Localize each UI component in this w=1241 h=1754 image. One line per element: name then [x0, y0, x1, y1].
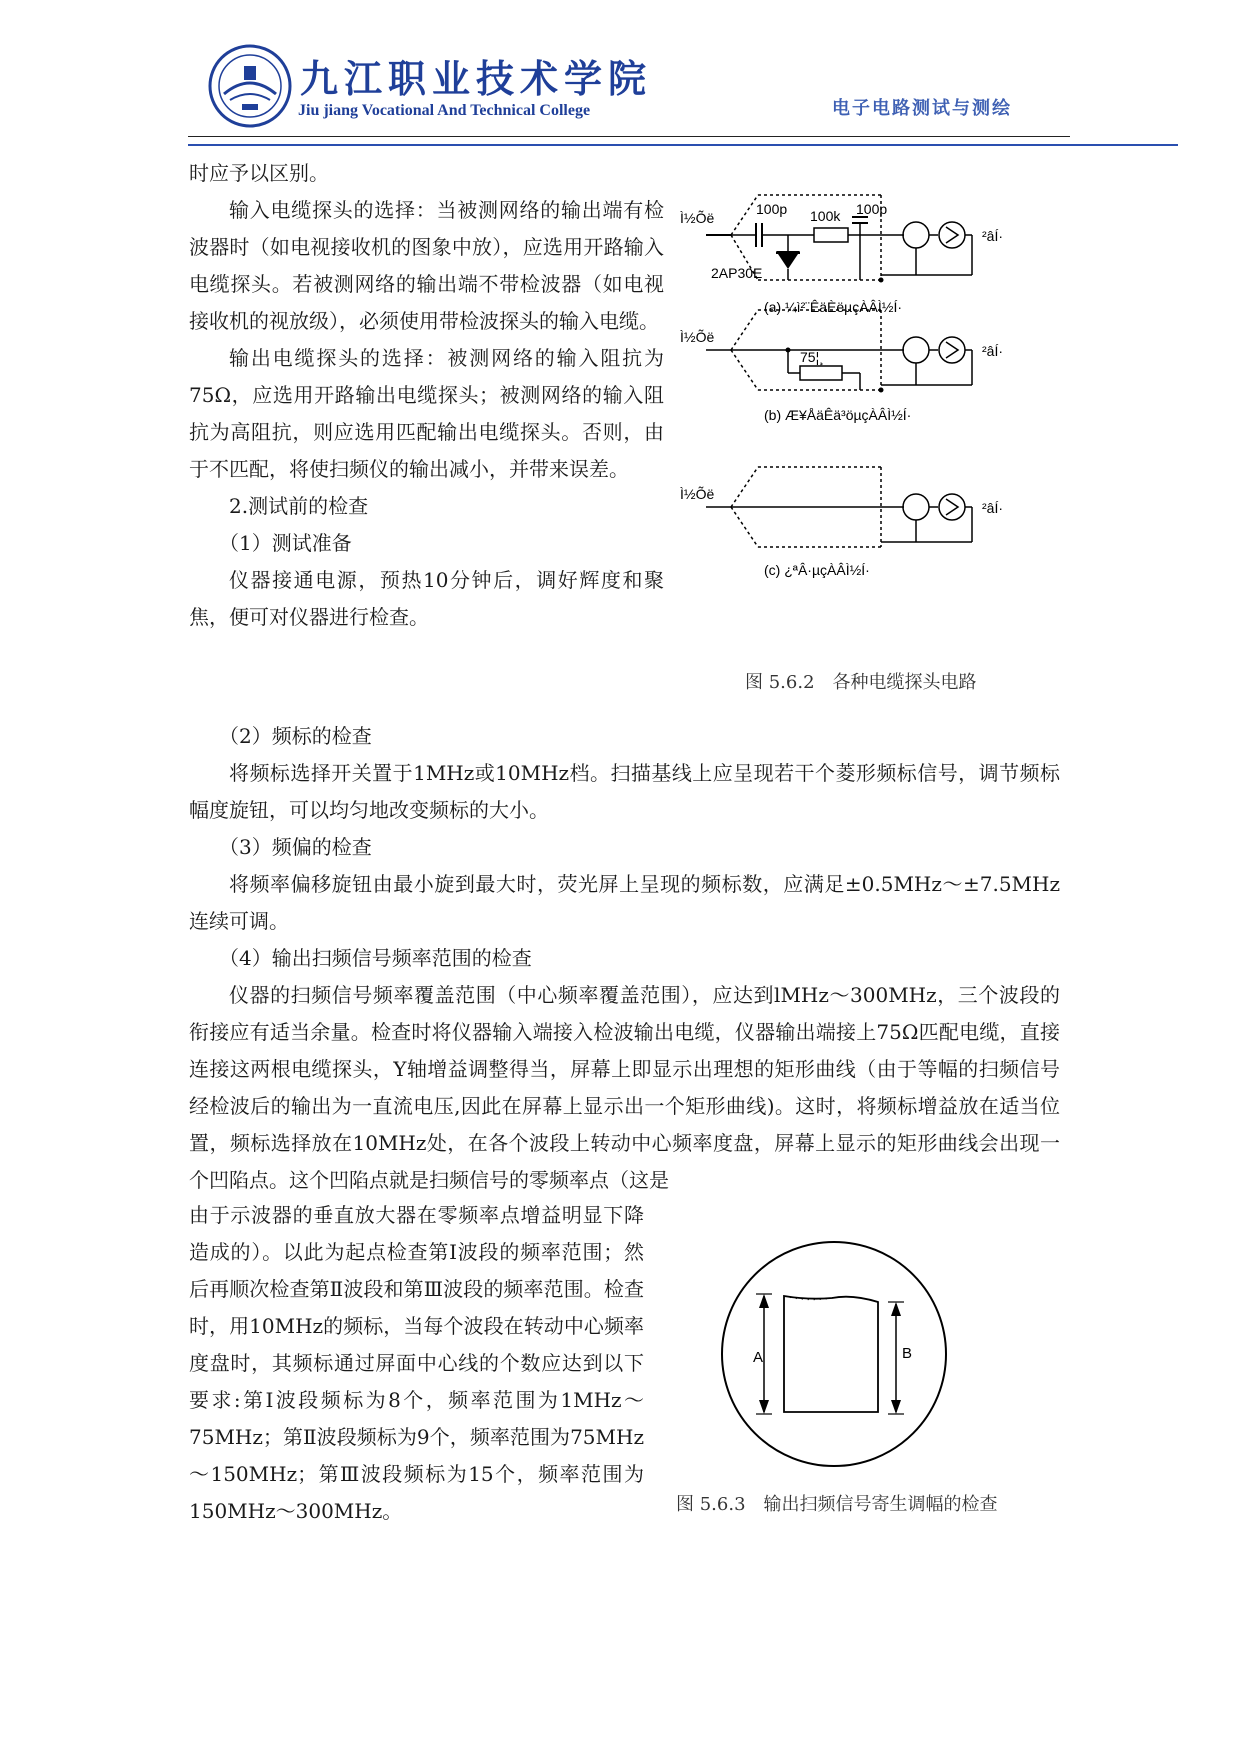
diode-label: 2AP30E [711, 265, 763, 281]
paragraph: 由于示波器的垂直放大器在零频率点增益明显下降造成的）。以此为起点检查第Ⅰ波段的频率范围；然后再顺次检查第Ⅱ波段和第Ⅲ波段的频率范围。检查时，用10MHz的频标，当每个波段在转动中心频率度盘时，其频标通过屏面中心线的个数应达到以下要求:第Ⅰ波段频标为8个，频率范围为1MHz～75MHz；第Ⅱ波段频标为9个，频率范围为75MHz～150MHz；第Ⅲ波段频标为15个，频率范围为150MHz～300MHz。 [189, 1203, 644, 1523]
college-name-cn: 九江职业技术学院 [300, 57, 653, 101]
circuit-b [680, 310, 1003, 423]
page-header [0, 0, 1241, 150]
paragraph: 输出电缆探头的选择：被测网络的输入阻抗为75Ω，应选用开路输出电缆探头；被测网络的输入阻抗为高阻抗，则应选用匹配输出电缆探头。否则，由于不匹配，将使扫频仪的输出减小，并带来误差。 [189, 346, 664, 481]
probe-label: Ì½Õë [680, 329, 715, 345]
circuit-caption: (a) ¼ì²¨ÊäÈëµçÀÂÌ½Í· [764, 299, 902, 315]
paragraph: 将频率偏移旋钮由最小旋到最大时，荧光屏上呈现的频标数，应满足±0.5MHz～±7.5MHz连续可调。 [189, 872, 1060, 933]
paragraph: 时应予以区别。 [189, 161, 329, 185]
circuit-caption: (b) Æ¥ÅäÊä³öµçÀÂÌ½Í· [764, 407, 912, 423]
course-title: 电子电路测试与测绘 [832, 98, 1012, 119]
bottom-left-text [189, 1197, 644, 1530]
paragraph: 将频标选择开关置于1MHz或10MHz档。扫描基线上应呈现若干个菱形频标信号，调节频标幅度旋钮，可以均匀地改变频标的大小。 [189, 761, 1060, 822]
college-logo-icon [208, 44, 292, 128]
detector-label: ²âÍ· [982, 343, 1003, 359]
probe-label: Ì½Õë [680, 486, 715, 502]
full-width-text [189, 718, 1060, 1199]
label-a: A [753, 1349, 764, 1366]
label-b: B [902, 1345, 913, 1362]
subsection-heading: （3）频偏的检查 [219, 835, 372, 859]
circuit-caption: (c) ¿ªÂ·µçÀÂÌ½Í· [764, 562, 870, 578]
resistor-label: 75¦¸ [800, 349, 824, 365]
detector-label: ²âÍ· [982, 228, 1003, 244]
paragraph: 仪器的扫频信号频率覆盖范围（中心频率覆盖范围），应达到lMHz～300MHz，三个波段的衔接应有适当余量。检查时将仪器输入端接入检波输出电缆，仪器输出端接上75Ω匹配电缆，直接连接这两根电缆探头，Y轴增益调整得当，屏幕上即显示出理想的矩形曲线（由于等幅的扫频信号经检波后的输出为一直流电压,因此在屏幕上显示出一个矩形曲线)。这时，将频标增益放在适当位置，频标选择放在10MHz处，在各个波段上转动中心频率度盘，屏幕上显示的矩形曲线会出现一个凹陷点。这个凹陷点就是扫频信号的零频率点（这是 [189, 983, 1060, 1192]
figure-5-6-3 [712, 1236, 962, 1476]
circuit-c [680, 467, 1003, 578]
figure-caption: 图 5.6.3 输出扫频信号寄生调幅的检查 [676, 1494, 998, 1515]
circuit-a [680, 195, 1003, 315]
header-rule-blue [188, 144, 1178, 146]
section-heading: 2.测试前的检查 [229, 494, 369, 518]
college-name-en: Jiu jiang Vocational And Technical College [298, 102, 591, 119]
paragraph: 仪器接通电源，预热10分钟后，调好辉度和聚焦，便可对仪器进行检查。 [189, 568, 664, 629]
capacitor-label: 100p [756, 201, 788, 217]
detector-label: ²âÍ· [982, 500, 1003, 516]
subsection-heading: （2）频标的检查 [219, 724, 372, 748]
paragraph: 输入电缆探头的选择：当被测网络的输出端有检波器时（如电视接收机的图象中放），应选用开路输入电缆探头。若被测网络的输出端不带检波器（如电视接收机的视放级），必须使用带检波探头的输入电缆。 [189, 198, 664, 333]
subsection-heading: （4）输出扫频信号频率范围的检查 [219, 946, 532, 970]
resistor-label: 100k [810, 208, 841, 224]
figure-caption: 图 5.6.2 各种电缆探头电路 [745, 672, 977, 693]
header-rule-thin [188, 136, 1070, 137]
capacitor-label: 100p [856, 201, 888, 217]
left-column-text [189, 155, 664, 636]
probe-label: Ì½Õë [680, 210, 715, 226]
figure-5-6-2 [676, 185, 1036, 640]
subsection-heading: （1）测试准备 [219, 531, 352, 555]
